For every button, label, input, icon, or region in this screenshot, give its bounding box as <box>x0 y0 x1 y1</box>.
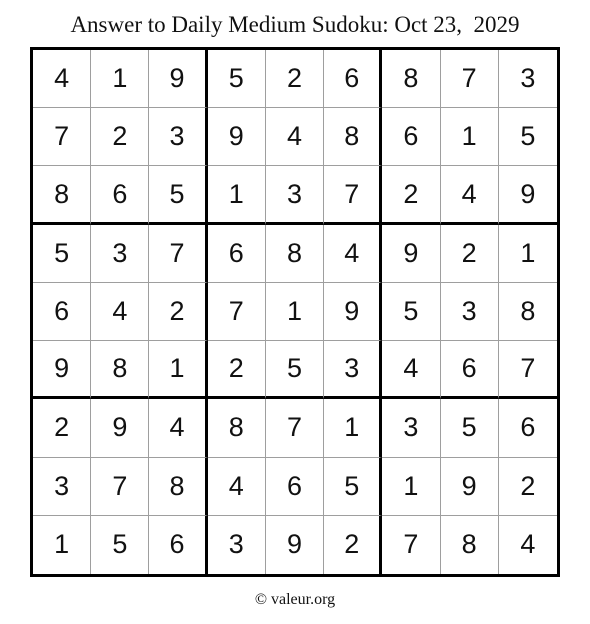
sudoku-cell-r9-c3: 6 <box>149 516 207 574</box>
sudoku-cell-r6-c3: 1 <box>149 341 207 399</box>
sudoku-cell-r3-c2: 6 <box>91 166 149 224</box>
sudoku-cell-r6-c1: 9 <box>33 341 91 399</box>
sudoku-cell-r9-c4: 3 <box>208 516 266 574</box>
sudoku-cell-r6-c9: 7 <box>499 341 557 399</box>
sudoku-cell-r9-c5: 9 <box>266 516 324 574</box>
sudoku-cell-r2-c4: 9 <box>208 108 266 166</box>
sudoku-cell-r1-c9: 3 <box>499 50 557 108</box>
sudoku-cell-r3-c5: 3 <box>266 166 324 224</box>
sudoku-cell-r8-c2: 7 <box>91 458 149 516</box>
sudoku-cell-r3-c4: 1 <box>208 166 266 224</box>
sudoku-cell-r1-c6: 6 <box>324 50 382 108</box>
sudoku-cell-r8-c5: 6 <box>266 458 324 516</box>
sudoku-cell-r9-c6: 2 <box>324 516 382 574</box>
sudoku-cell-r9-c9: 4 <box>520 529 536 560</box>
sudoku-cell-r2-c5: 4 <box>266 108 324 166</box>
sudoku-cell-r2-c8: 1 <box>441 108 499 166</box>
sudoku-cell-r9-c7: 7 <box>382 516 440 574</box>
sudoku-cell-r5-c7: 5 <box>382 283 440 341</box>
sudoku-cell-r2-c6: 8 <box>324 108 382 166</box>
sudoku-cell-r4-c8: 2 <box>441 225 499 283</box>
sudoku-cell-r4-c7: 9 <box>382 225 440 283</box>
sudoku-cell-r7-c5: 7 <box>266 399 324 457</box>
copyright-footer: © valeur.org <box>254 591 336 608</box>
sudoku-cell-r5-c3: 2 <box>149 283 207 341</box>
sudoku-cell-r3-c6: 7 <box>324 166 382 224</box>
sudoku-cell-r7-c7: 3 <box>382 399 440 457</box>
sudoku-cell-r2-c2: 2 <box>91 108 149 166</box>
sudoku-cell-r3-c8: 4 <box>441 166 499 224</box>
sudoku-cell-r5-c6: 9 <box>324 283 382 341</box>
sudoku-cell-r5-c1: 6 <box>33 283 91 341</box>
sudoku-cell-r2-c9: 5 <box>499 108 557 166</box>
sudoku-cell-r1-c4: 5 <box>208 50 266 108</box>
sudoku-cell-r6-c2: 8 <box>91 341 149 399</box>
sudoku-board <box>30 47 560 577</box>
sudoku-cell-r5-c5: 1 <box>266 283 324 341</box>
sudoku-cell-r1-c5: 2 <box>266 50 324 108</box>
sudoku-cell-r3-c9: 9 <box>499 166 557 224</box>
sudoku-cell-r8-c6: 5 <box>324 458 382 516</box>
sudoku-cell-r7-c9: 6 <box>499 399 557 457</box>
sudoku-cell-r8-c3: 8 <box>149 458 207 516</box>
sudoku-cell-r9-c8: 8 <box>441 516 499 574</box>
sudoku-cell-r7-c4: 8 <box>208 399 266 457</box>
sudoku-cell-r8-c4: 4 <box>208 458 266 516</box>
sudoku-cell-r5-c2: 4 <box>91 283 149 341</box>
sudoku-cell-r7-c1: 2 <box>33 399 91 457</box>
sudoku-cell-r6-c8: 6 <box>441 341 499 399</box>
sudoku-cell-r7-c6: 1 <box>324 399 382 457</box>
sudoku-cell-r8-c9: 2 <box>499 458 557 516</box>
sudoku-cell-r1-c1: 4 <box>33 50 91 108</box>
sudoku-cell-r9-c2: 5 <box>91 516 149 574</box>
sudoku-cell-r2-c1: 7 <box>33 108 91 166</box>
sudoku-cell-r2-c3: 3 <box>149 108 207 166</box>
sudoku-cell-r1-c2: 1 <box>91 50 149 108</box>
sudoku-cell-r1-c3: 9 <box>149 50 207 108</box>
sudoku-cell-r7-c8: 5 <box>441 399 499 457</box>
sudoku-cell-r9-c1: 1 <box>33 516 91 574</box>
sudoku-cell-r7-c3: 4 <box>149 399 207 457</box>
sudoku-cell-r6-c7: 4 <box>382 341 440 399</box>
sudoku-cell-r6-c5: 5 <box>266 341 324 399</box>
sudoku-cell-r8-c1: 3 <box>33 458 91 516</box>
sudoku-cell-r3-c1: 8 <box>33 166 91 224</box>
sudoku-cell-r5-c8: 3 <box>441 283 499 341</box>
sudoku-cell-r3-c3: 5 <box>149 166 207 224</box>
sudoku-cell-r8-c8: 9 <box>441 458 499 516</box>
sudoku-cell-r1-c8: 7 <box>441 50 499 108</box>
sudoku-cell-r4-c3: 7 <box>149 225 207 283</box>
sudoku-cell-r8-c7: 1 <box>382 458 440 516</box>
sudoku-cell-r6-c6: 3 <box>324 341 382 399</box>
sudoku-cell-r5-c4: 7 <box>208 283 266 341</box>
sudoku-cell-r5-c9: 8 <box>499 283 557 341</box>
sudoku-cell-r4-c9: 1 <box>499 225 557 283</box>
sudoku-cell-r4-c6: 4 <box>324 225 382 283</box>
sudoku-cell-r2-c7: 6 <box>382 108 440 166</box>
sudoku-cell-r7-c2: 9 <box>91 399 149 457</box>
sudoku-cell-r4-c5: 8 <box>266 225 324 283</box>
sudoku-cell-r4-c2: 3 <box>91 225 149 283</box>
sudoku-cell-r6-c4: 2 <box>208 341 266 399</box>
sudoku-cell-r1-c7: 8 <box>382 50 440 108</box>
sudoku-cell-r3-c7: 2 <box>382 166 440 224</box>
sudoku-cell-r4-c1: 5 <box>33 225 91 283</box>
page-title: Answer to Daily Medium Sudoku: Oct 23, 2029 <box>70 12 520 37</box>
sudoku-cell-r4-c4: 6 <box>208 225 266 283</box>
